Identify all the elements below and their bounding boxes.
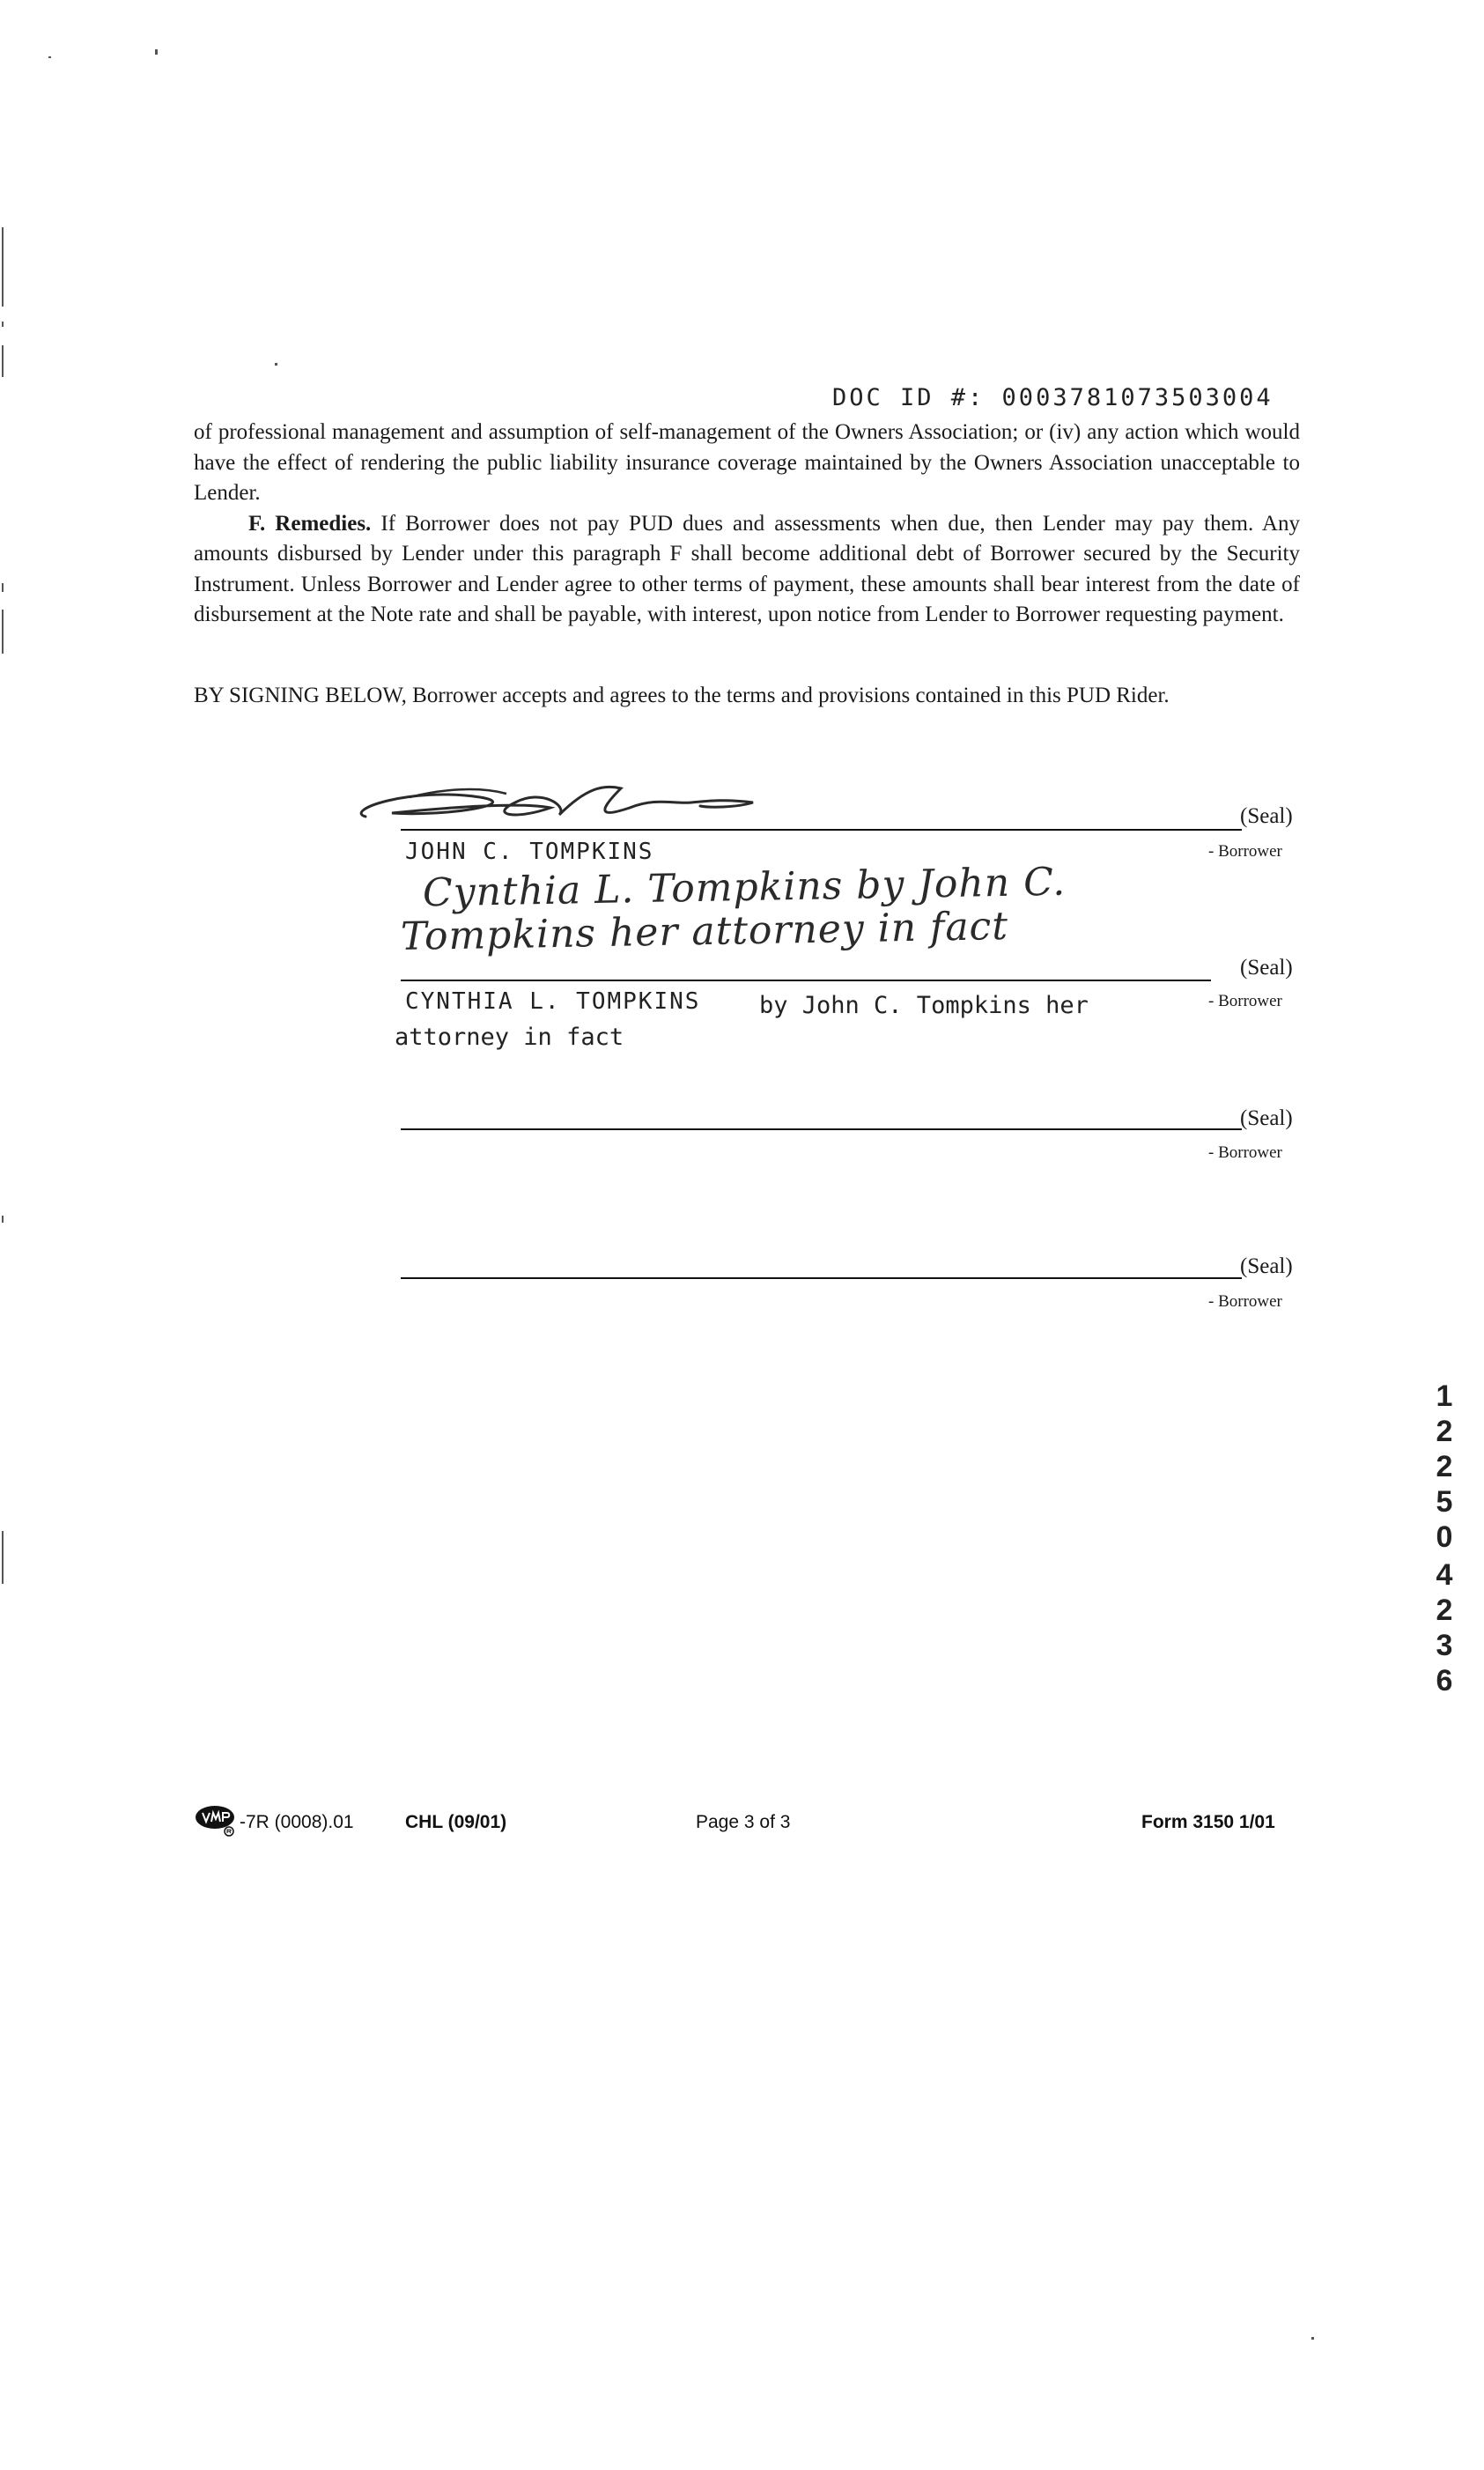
scan-mark — [155, 49, 158, 55]
seal-label: (Seal) — [1240, 1254, 1293, 1278]
scan-mark — [2, 583, 4, 592]
recording-number-part-2 — [1427, 1557, 1462, 1698]
seal-label: (Seal) — [1240, 956, 1293, 980]
page-number: Page 3 of 3 — [696, 1812, 791, 1832]
vmp-logo-icon — [194, 1804, 240, 1838]
recording-digit: 2 — [1436, 1415, 1453, 1448]
recording-digit: 1 — [1436, 1379, 1453, 1413]
scan-mark — [2, 345, 4, 377]
rider-body — [194, 418, 1300, 631]
borrower-label: - Borrower — [1208, 842, 1282, 861]
signature-line — [401, 829, 1242, 831]
signature-line — [401, 1277, 1242, 1279]
signature-john-tompkins — [339, 762, 797, 832]
remedies-heading: F. Remedies. — [248, 511, 372, 536]
recording-digit: 3 — [1436, 1629, 1453, 1662]
scan-mark — [2, 322, 4, 327]
chl-code: CHL (09/01) — [405, 1812, 507, 1832]
scan-mark — [2, 1531, 4, 1584]
scan-mark — [2, 227, 4, 307]
recording-number-part-1 — [1427, 1379, 1462, 1555]
recording-digit: 0 — [1436, 1520, 1453, 1554]
attorney-in-fact-note: attorney in fact — [395, 1024, 624, 1051]
attorney-in-fact-note: by John C. Tompkins her — [759, 992, 1089, 1019]
recording-digit: 5 — [1436, 1485, 1453, 1519]
paragraph-owners-association: of professional management and assumption of self-management of the Owners Association; or (iv) any action which would have the effect of rendering the public liability insurance coverage maintained by the Owners Association unacceptable to Lender. — [194, 420, 1300, 505]
recording-digit: 2 — [1436, 1450, 1453, 1483]
recording-digit: 2 — [1436, 1594, 1453, 1627]
scan-mark — [275, 363, 277, 366]
borrower-label: - Borrower — [1208, 1292, 1282, 1311]
borrower-name: CYNTHIA L. TOMPKINS — [405, 988, 701, 1015]
recording-digit: 6 — [1436, 1664, 1453, 1697]
signature-line — [401, 980, 1211, 981]
seal-label: (Seal) — [1240, 1106, 1293, 1130]
scan-mark — [2, 610, 4, 654]
borrower-name: JOHN C. TOMPKINS — [405, 839, 654, 865]
scan-mark — [2, 1216, 4, 1223]
seal-label: (Seal) — [1240, 804, 1293, 828]
scan-mark — [1311, 2337, 1314, 2340]
scan-mark — [48, 56, 51, 58]
form-number: Form 3150 1/01 — [1141, 1812, 1275, 1832]
signing-statement: BY SIGNING BELOW, Borrower accepts and agrees to the terms and provisions contained in this PUD Rider. — [194, 684, 1170, 707]
signature-line — [401, 1128, 1242, 1130]
signature-handwriting: Cynthia L. Tompkins by John C. — [422, 859, 1067, 916]
borrower-label: - Borrower — [1208, 1143, 1282, 1162]
remedies-text: If Borrower does not pay PUD dues and assessments when due, then Lender may pay them. Any amounts disbursed by Lender under this paragraph F shall become additional debt of Borrower secured by the Security Instrument. Unless Borrower and Lender agree to other terms of payment, these amounts shall bear interest from the date of disbursement at the Note rate and shall be payable, with interest, upon notice from Lender to Borrower requesting payment. — [194, 511, 1300, 626]
doc-id: DOC ID #: 0003781073503004 — [832, 384, 1274, 411]
form-code: -7R (0008).01 — [240, 1812, 354, 1832]
paragraph-remedies — [194, 509, 1300, 631]
recording-digit: 4 — [1436, 1558, 1453, 1592]
borrower-label: - Borrower — [1208, 992, 1282, 1010]
signature-handwriting: Tompkins her attorney in fact — [400, 903, 1009, 960]
